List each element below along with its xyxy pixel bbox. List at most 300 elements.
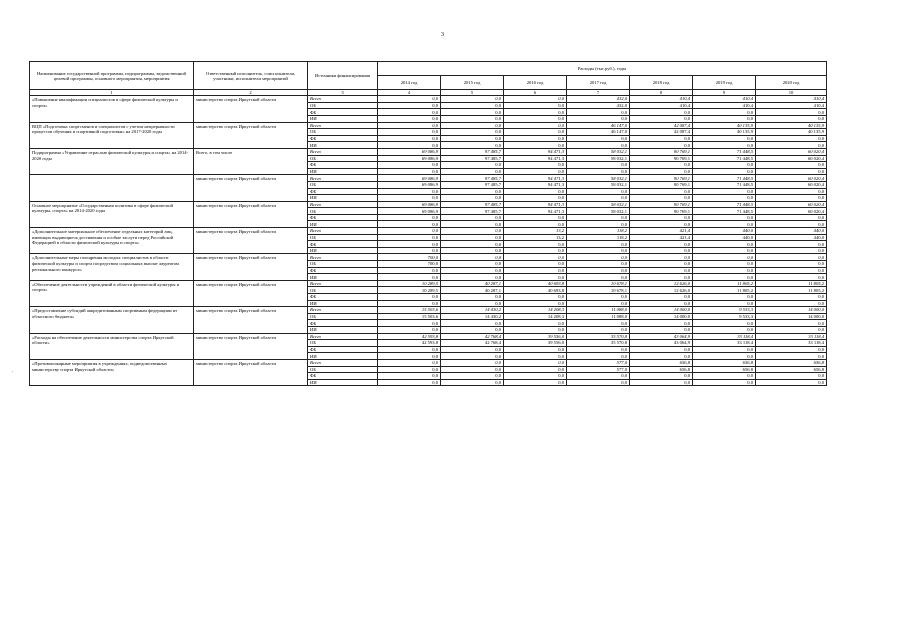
funding-source: ОБ <box>308 340 378 347</box>
amount-cell: 15 503,6 <box>378 307 441 314</box>
amount-cell: 0,0 <box>693 221 756 228</box>
amount-cell: 10 678,1 <box>567 280 630 287</box>
amount-cell: 0,0 <box>693 142 756 149</box>
amount-cell: 0,0 <box>693 267 756 274</box>
amount-cell: 421,4 <box>630 228 693 235</box>
amount-cell: 10 678,1 <box>567 287 630 294</box>
amount-cell: 0,0 <box>378 234 441 241</box>
amount-cell: 40 287,1 <box>441 280 504 287</box>
amount-cell: 0,0 <box>567 142 630 149</box>
executor: министерство спорта Иркутской области <box>194 307 308 333</box>
amount-cell: 0,0 <box>693 109 756 116</box>
amount-cell: 0,0 <box>567 300 630 307</box>
amount-cell: 71 448,5 <box>693 148 756 155</box>
amount-cell: 94 471,3 <box>504 155 567 162</box>
amount-cell: 9 533,3 <box>693 313 756 320</box>
amount-cell: 33 118,4 <box>693 340 756 347</box>
amount-cell: 42 768,4 <box>441 340 504 347</box>
amount-cell: 0,0 <box>693 294 756 301</box>
amount-cell: 46 147,0 <box>567 122 630 129</box>
column-index: 6 <box>504 90 567 96</box>
amount-cell: 94 471,3 <box>504 175 567 182</box>
amount-cell: 42 087,4 <box>630 129 693 136</box>
amount-cell: 39 556,0 <box>504 340 567 347</box>
amount-cell: 13,2 <box>504 234 567 241</box>
amount-cell: 0,0 <box>630 326 693 333</box>
amount-cell: 0,0 <box>441 102 504 109</box>
funding-source: ОБ <box>308 287 378 294</box>
funding-source: ОБ <box>308 313 378 320</box>
amount-cell: 0,0 <box>567 115 630 122</box>
amount-cell: 0,0 <box>441 294 504 301</box>
amount-cell: 0,0 <box>504 274 567 281</box>
amount-cell: 0,0 <box>567 221 630 228</box>
table-row <box>30 201 827 208</box>
amount-cell: 0,0 <box>378 214 441 221</box>
amount-cell: 440,0 <box>693 228 756 235</box>
amount-cell: 656,8 <box>756 359 827 366</box>
amount-cell: 0,0 <box>756 214 827 221</box>
amount-cell: 0,0 <box>504 320 567 327</box>
column-index: 1 <box>30 90 194 96</box>
table-row <box>30 148 827 155</box>
program-name: ВЦП «Подготовка спортсменов и специалистов с учетом непрерывности процессов обучения и спортивной подготовки» на 2017-2020 годы <box>30 122 194 148</box>
amount-cell: 0,0 <box>504 247 567 254</box>
amount-cell: 90 769,1 <box>630 148 693 155</box>
amount-cell: 0,0 <box>567 109 630 116</box>
amount-cell: 0,0 <box>378 221 441 228</box>
amount-cell: 0,0 <box>504 122 567 129</box>
funding-source: ФБ <box>308 294 378 301</box>
amount-cell: 0,0 <box>756 162 827 169</box>
amount-cell: 71 448,5 <box>693 181 756 188</box>
amount-cell: 0,0 <box>378 366 441 373</box>
amount-cell: 440,0 <box>756 228 827 235</box>
amount-cell: 0,0 <box>756 115 827 122</box>
amount-cell: 0,0 <box>630 168 693 175</box>
funding-source: ИИ <box>308 115 378 122</box>
amount-cell: 71 448,5 <box>693 208 756 215</box>
executor: министерство спорта Иркутской области <box>194 333 308 359</box>
amount-cell: 0,0 <box>756 261 827 268</box>
amount-cell: 0,0 <box>441 359 504 366</box>
amount-cell: 42 593,8 <box>378 333 441 340</box>
amount-cell: 40 135,9 <box>693 122 756 129</box>
amount-cell: 0,0 <box>378 241 441 248</box>
amount-cell: 0,0 <box>756 254 827 261</box>
amount-cell: 94 471,3 <box>504 148 567 155</box>
amount-cell: 577,0 <box>567 359 630 366</box>
amount-cell: 656,8 <box>756 366 827 373</box>
amount-cell: 97 485,7 <box>441 181 504 188</box>
funding-source: ОБ <box>308 208 378 215</box>
executor: министерство спорта Иркутской области <box>194 122 308 148</box>
amount-cell: 0,0 <box>693 241 756 248</box>
executor: министерство спорта Иркутской области <box>194 175 308 201</box>
amount-cell: 0,0 <box>567 294 630 301</box>
funding-source: ИИ <box>308 300 378 307</box>
amount-cell: 0,0 <box>504 294 567 301</box>
amount-cell: 14 430,2 <box>441 313 504 320</box>
page-number: 3 <box>441 32 444 38</box>
executor: министерство спорта Иркутской области <box>194 228 308 254</box>
amount-cell: 33 118,4 <box>756 340 827 347</box>
amount-cell: 0,0 <box>756 300 827 307</box>
amount-cell: 0,0 <box>756 326 827 333</box>
funding-source: ОБ <box>308 129 378 136</box>
amount-cell: 118,2 <box>567 228 630 235</box>
amount-cell: 0,0 <box>378 294 441 301</box>
amount-cell: 0,0 <box>630 247 693 254</box>
amount-cell: 14 208,3 <box>504 307 567 314</box>
amount-cell: 410,4 <box>630 102 693 109</box>
amount-cell: 0,0 <box>756 373 827 380</box>
amount-cell: 440,0 <box>693 234 756 241</box>
amount-cell: 60 020,4 <box>756 208 827 215</box>
amount-cell: 0,0 <box>441 379 504 386</box>
executor: министерство спорта Иркутской области <box>194 201 308 227</box>
amount-cell: 0,0 <box>630 109 693 116</box>
amount-cell: 0,0 <box>378 142 441 149</box>
amount-cell: 14 000,0 <box>756 313 827 320</box>
amount-cell: 0,0 <box>441 234 504 241</box>
amount-cell: 90 769,1 <box>630 208 693 215</box>
amount-cell: 60 020,4 <box>756 175 827 182</box>
amount-cell: 0,0 <box>630 294 693 301</box>
amount-cell: 40 693,8 <box>504 280 567 287</box>
amount-cell: 0,0 <box>567 162 630 169</box>
funding-source: ИИ <box>308 379 378 386</box>
amount-cell: 39 556,0 <box>504 333 567 340</box>
column-index: 4 <box>378 90 441 96</box>
amount-cell: 0,0 <box>504 241 567 248</box>
amount-cell: 0,0 <box>504 102 567 109</box>
amount-cell: 0,0 <box>378 102 441 109</box>
amount-cell: 0,0 <box>567 195 630 202</box>
amount-cell: 700,0 <box>378 261 441 268</box>
amount-cell: 0,0 <box>441 300 504 307</box>
amount-cell: 94 471,3 <box>504 201 567 208</box>
amount-cell: 0,0 <box>378 96 441 103</box>
header-year: 2020 год <box>756 76 827 90</box>
funding-source: Всего <box>308 228 378 235</box>
amount-cell: 0,0 <box>567 241 630 248</box>
amount-cell: 69 086,9 <box>378 208 441 215</box>
column-index: 3 <box>308 90 378 96</box>
amount-cell: 97 485,7 <box>441 208 504 215</box>
funding-source: ИИ <box>308 274 378 281</box>
amount-cell: 0,0 <box>693 168 756 175</box>
amount-cell: 0,0 <box>567 135 630 142</box>
amount-cell: 11 805,2 <box>693 280 756 287</box>
funding-source: ИИ <box>308 353 378 360</box>
header-year: 2018 год <box>630 76 693 90</box>
amount-cell: 42 768,4 <box>441 333 504 340</box>
amount-cell: 60 020,4 <box>756 155 827 162</box>
funding-source: Всего <box>308 96 378 103</box>
amount-cell: 42 593,8 <box>378 340 441 347</box>
amount-cell: 0,0 <box>693 254 756 261</box>
amount-cell: 0,0 <box>504 254 567 261</box>
amount-cell: 0,0 <box>504 195 567 202</box>
amount-cell: 0,0 <box>504 379 567 386</box>
amount-cell: 0,0 <box>441 115 504 122</box>
amount-cell: 97 485,7 <box>441 201 504 208</box>
program-name: «Расходы на обеспечение деятельности министерства спорта Иркутской области» <box>30 333 194 359</box>
amount-cell: 12 626,0 <box>630 280 693 287</box>
amount-cell: 0,0 <box>693 135 756 142</box>
funding-source: ОБ <box>308 155 378 162</box>
amount-cell: 58 032,1 <box>567 155 630 162</box>
amount-cell: 11 805,2 <box>756 287 827 294</box>
amount-cell: 0,0 <box>441 129 504 136</box>
amount-cell: 118,2 <box>567 234 630 241</box>
amount-cell: 0,0 <box>504 188 567 195</box>
amount-cell: 440,0 <box>756 234 827 241</box>
amount-cell: 0,0 <box>567 267 630 274</box>
amount-cell: 0,0 <box>504 162 567 169</box>
amount-cell: 40 135,9 <box>756 129 827 136</box>
amount-cell: 410,4 <box>693 96 756 103</box>
table-row <box>30 280 827 287</box>
program-name: «Предоставление субсидий аккредитованным спортивным федерациям из областного бюджета» <box>30 307 194 333</box>
executor: Всего, в том числе <box>194 148 308 174</box>
amount-cell: 0,0 <box>378 195 441 202</box>
amount-cell: 11 088,0 <box>567 313 630 320</box>
funding-source: ФБ <box>308 162 378 169</box>
amount-cell: 0,0 <box>693 214 756 221</box>
column-index: 2 <box>194 90 308 96</box>
amount-cell: 0,0 <box>504 366 567 373</box>
amount-cell: 0,0 <box>567 379 630 386</box>
amount-cell: 33 118,4 <box>693 333 756 340</box>
amount-cell: 10 289,5 <box>378 287 441 294</box>
amount-cell: 0,0 <box>441 247 504 254</box>
program-name: «Повышение квалификации специалистов в сфере физической культуры и спорта» <box>30 96 194 122</box>
amount-cell: 0,0 <box>630 241 693 248</box>
amount-cell: 0,0 <box>693 326 756 333</box>
amount-cell: 0,0 <box>693 353 756 360</box>
amount-cell: 33 118,4 <box>756 333 827 340</box>
amount-cell: 0,0 <box>567 168 630 175</box>
amount-cell: 13,2 <box>504 228 567 235</box>
funding-source: ИИ <box>308 168 378 175</box>
funding-source: Всего <box>308 280 378 287</box>
table-row <box>30 254 827 261</box>
amount-cell: 60 020,4 <box>756 148 827 155</box>
amount-cell: 0,0 <box>441 326 504 333</box>
amount-cell: 0,0 <box>378 379 441 386</box>
amount-cell: 0,0 <box>378 346 441 353</box>
amount-cell: 0,0 <box>441 346 504 353</box>
program-name: «Дополнительные меры поощрения молодых специалистов в области физической культуры и спорта посредством социальных выплат лауреатам регионального конкурса» <box>30 254 194 280</box>
funding-source: ИИ <box>308 326 378 333</box>
amount-cell: 0,0 <box>504 261 567 268</box>
amount-cell: 0,0 <box>441 188 504 195</box>
amount-cell: 69 086,9 <box>378 181 441 188</box>
amount-cell: 410,4 <box>756 102 827 109</box>
amount-cell: 0,0 <box>378 373 441 380</box>
amount-cell: 0,0 <box>378 267 441 274</box>
amount-cell: 9 533,3 <box>693 307 756 314</box>
amount-cell: 0,0 <box>378 359 441 366</box>
amount-cell: 0,0 <box>630 379 693 386</box>
amount-cell: 0,0 <box>756 320 827 327</box>
amount-cell: 60 020,4 <box>756 181 827 188</box>
amount-cell: 94 471,3 <box>504 208 567 215</box>
amount-cell: 0,0 <box>504 353 567 360</box>
amount-cell: 0,0 <box>756 274 827 281</box>
table-row <box>30 96 827 103</box>
funding-source: ОБ <box>308 366 378 373</box>
funding-source: ФБ <box>308 267 378 274</box>
amount-cell: 94 471,3 <box>504 181 567 188</box>
amount-cell: 0,0 <box>630 195 693 202</box>
amount-cell: 40 135,9 <box>756 122 827 129</box>
funding-source: ИИ <box>308 221 378 228</box>
amount-cell: 0,0 <box>630 188 693 195</box>
amount-cell: 0,0 <box>441 274 504 281</box>
amount-cell: 0,0 <box>756 353 827 360</box>
amount-cell: 0,0 <box>378 353 441 360</box>
table-row <box>30 333 827 340</box>
scan-mark: . <box>12 368 14 374</box>
amount-cell: 0,0 <box>441 261 504 268</box>
amount-cell: 0,0 <box>504 168 567 175</box>
amount-cell: 90 769,1 <box>630 181 693 188</box>
amount-cell: 71 448,5 <box>693 175 756 182</box>
amount-cell: 0,0 <box>693 261 756 268</box>
funding-source: Всего <box>308 307 378 314</box>
amount-cell: 656,8 <box>693 359 756 366</box>
amount-cell: 0,0 <box>693 115 756 122</box>
amount-cell: 0,0 <box>441 320 504 327</box>
amount-cell: 69 086,9 <box>378 175 441 182</box>
column-index: 10 <box>756 90 827 96</box>
expenses-table <box>29 61 827 386</box>
amount-cell: 0,0 <box>567 326 630 333</box>
amount-cell: 656,8 <box>693 366 756 373</box>
amount-cell: 0,0 <box>441 195 504 202</box>
amount-cell: 0,0 <box>504 109 567 116</box>
table-row <box>30 122 827 129</box>
amount-cell: 0,0 <box>630 135 693 142</box>
amount-cell: 0,0 <box>378 320 441 327</box>
amount-cell: 656,8 <box>630 359 693 366</box>
amount-cell: 0,0 <box>756 109 827 116</box>
amount-cell: 432,0 <box>567 102 630 109</box>
column-index: 8 <box>630 90 693 96</box>
amount-cell: 40 135,9 <box>693 129 756 136</box>
amount-cell: 0,0 <box>567 320 630 327</box>
executor: министерство спорта Иркутской области <box>194 280 308 306</box>
funding-source: ОБ <box>308 234 378 241</box>
amount-cell: 0,0 <box>378 300 441 307</box>
amount-cell: 0,0 <box>567 247 630 254</box>
amount-cell: 0,0 <box>693 300 756 307</box>
amount-cell: 0,0 <box>378 168 441 175</box>
amount-cell: 14 208,3 <box>504 313 567 320</box>
amount-cell: 421,4 <box>630 234 693 241</box>
amount-cell: 0,0 <box>693 188 756 195</box>
amount-cell: 0,0 <box>504 142 567 149</box>
column-index: 5 <box>441 90 504 96</box>
amount-cell: 0,0 <box>504 373 567 380</box>
amount-cell: 43 064,9 <box>630 333 693 340</box>
funding-source: Всего <box>308 148 378 155</box>
header-year: 2017 год <box>567 76 630 90</box>
amount-cell: 0,0 <box>504 359 567 366</box>
amount-cell: 0,0 <box>630 261 693 268</box>
amount-cell: 0,0 <box>756 135 827 142</box>
amount-cell: 0,0 <box>441 142 504 149</box>
amount-cell: 90 769,1 <box>630 155 693 162</box>
funding-source: ФБ <box>308 373 378 380</box>
amount-cell: 0,0 <box>630 115 693 122</box>
amount-cell: 0,0 <box>693 195 756 202</box>
column-index: 9 <box>693 90 756 96</box>
amount-cell: 0,0 <box>441 254 504 261</box>
amount-cell: 0,0 <box>756 168 827 175</box>
table-row <box>30 175 827 182</box>
amount-cell: 0,0 <box>567 274 630 281</box>
funding-source: ФБ <box>308 214 378 221</box>
amount-cell: 0,0 <box>630 267 693 274</box>
amount-cell: 0,0 <box>441 162 504 169</box>
amount-cell: 0,0 <box>378 122 441 129</box>
amount-cell: 0,0 <box>630 353 693 360</box>
amount-cell: 410,4 <box>693 102 756 109</box>
amount-cell: 14 430,2 <box>441 307 504 314</box>
amount-cell: 0,0 <box>630 274 693 281</box>
amount-cell: 0,0 <box>567 373 630 380</box>
amount-cell: 0,0 <box>378 129 441 136</box>
funding-source: Всего <box>308 254 378 261</box>
amount-cell: 0,0 <box>378 188 441 195</box>
amount-cell: 35 570,8 <box>567 340 630 347</box>
funding-source: ИИ <box>308 247 378 254</box>
amount-cell: 97 485,7 <box>441 148 504 155</box>
amount-cell: 58 032,1 <box>567 175 630 182</box>
amount-cell: 0,0 <box>630 320 693 327</box>
header-year: 2019 год <box>693 76 756 90</box>
amount-cell: 0,0 <box>378 274 441 281</box>
program-name: «Дополнительное материальное обеспечение отдельных категорий лиц, имеющих выдающиеся достижения и особые заслуги перед Российской Федерацией в области физической культуры и спорта» <box>30 228 194 254</box>
amount-cell: 0,0 <box>441 241 504 248</box>
header-source: Источники финансирования <box>308 62 378 90</box>
amount-cell: 0,0 <box>441 366 504 373</box>
amount-cell: 97 485,7 <box>441 155 504 162</box>
amount-cell: 0,0 <box>693 162 756 169</box>
funding-source: ОБ <box>308 261 378 268</box>
amount-cell: 0,0 <box>441 214 504 221</box>
amount-cell: 60 020,4 <box>756 201 827 208</box>
amount-cell: 12 626,0 <box>630 287 693 294</box>
amount-cell: 0,0 <box>567 346 630 353</box>
amount-cell: 58 032,1 <box>567 208 630 215</box>
funding-source: ОБ <box>308 102 378 109</box>
amount-cell: 0,0 <box>567 188 630 195</box>
amount-cell: 0,0 <box>378 109 441 116</box>
header-expenses: Расходы (тыс.руб.), годы <box>378 62 827 76</box>
program-name: Подпрограмма «Управление отраслью физической культуры и спорта» на 2014-2020 годы <box>30 148 194 174</box>
funding-source: Всего <box>308 122 378 129</box>
executor: министерство спорта Иркутской области <box>194 254 308 280</box>
amount-cell: 40 693,8 <box>504 287 567 294</box>
amount-cell: 90 769,1 <box>630 201 693 208</box>
amount-cell: 58 032,1 <box>567 148 630 155</box>
header-year: 2016 год <box>504 76 567 90</box>
